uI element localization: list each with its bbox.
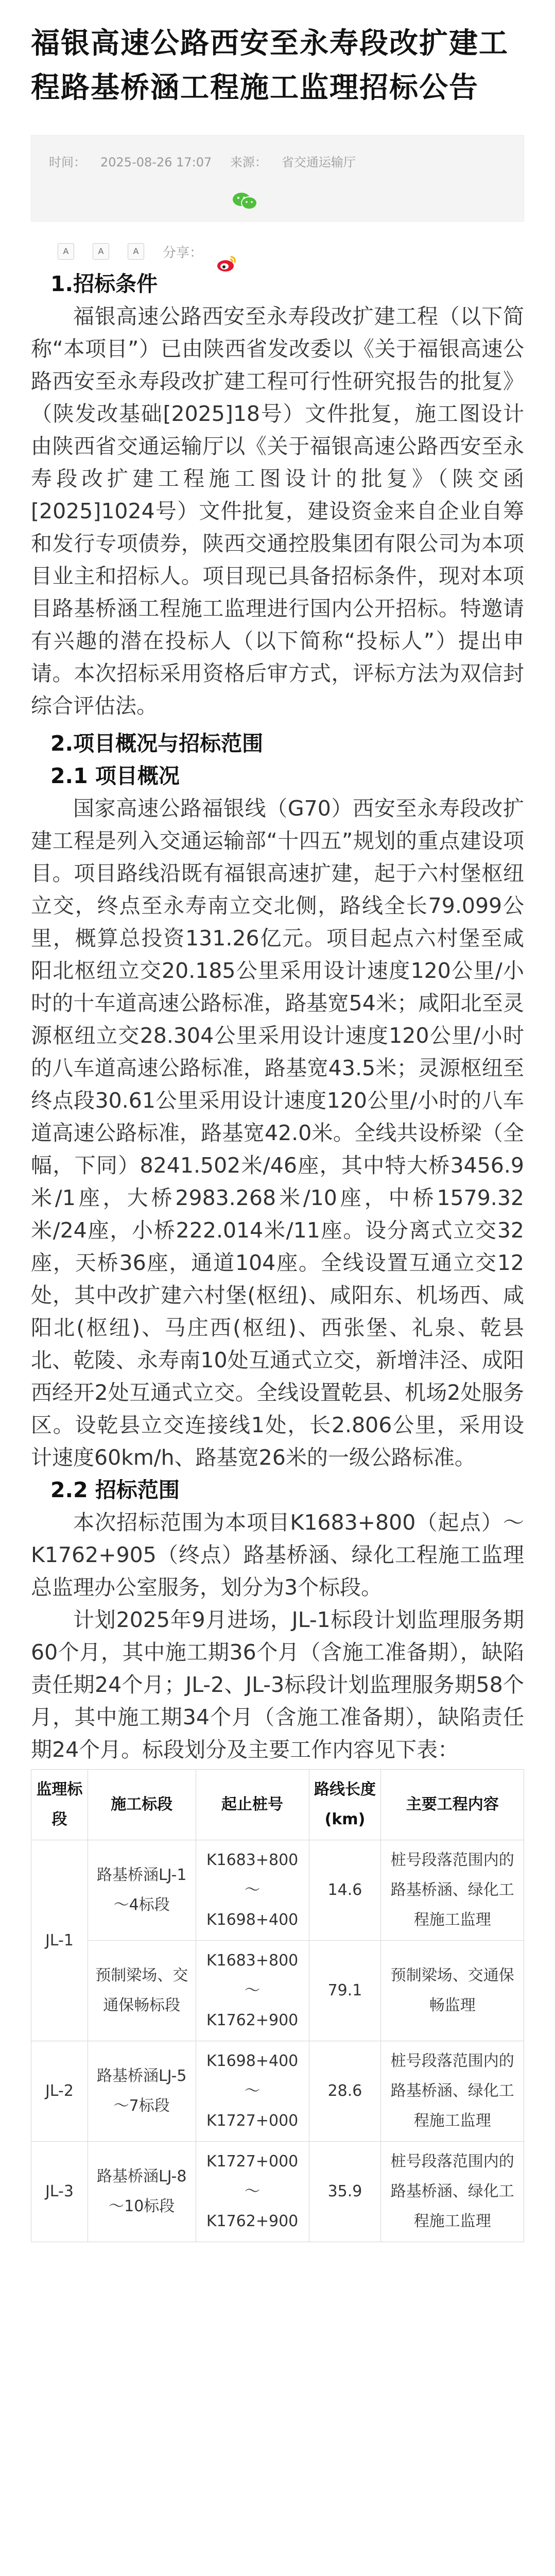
cell-jl: JL-3 bbox=[31, 2142, 88, 2242]
cell-seg: 预制梁场、交通保畅标段 bbox=[88, 1941, 196, 2041]
font-size-medium-button[interactable]: A bbox=[93, 243, 109, 260]
cell-jl: JL-1 bbox=[31, 1840, 88, 2041]
cell-pile: K1698+400～K1727+000 bbox=[196, 2041, 309, 2142]
cell-content: 桩号段落范围内的路基桥涵、绿化工程施工监理 bbox=[381, 2041, 524, 2142]
wechat-icon[interactable] bbox=[232, 192, 258, 210]
header-jl: 监理标段 bbox=[31, 1770, 88, 1840]
cell-seg: 路基桥涵LJ-8～10标段 bbox=[88, 2142, 196, 2242]
cell-length: 28.6 bbox=[309, 2041, 381, 2142]
article-title: 福银高速公路西安至永寿段改扩建工程路基桥涵工程施工监理招标公告 bbox=[31, 27, 509, 105]
share-label: 分享： bbox=[163, 245, 203, 261]
bid-section-table bbox=[31, 1769, 524, 2242]
cell-content: 桩号段落范围内的路基桥涵、绿化工程施工监理 bbox=[381, 1840, 524, 1941]
cell-jl: JL-2 bbox=[31, 2041, 88, 2142]
meta-line bbox=[49, 152, 370, 170]
table-row bbox=[31, 1941, 524, 2041]
cell-length: 14.6 bbox=[309, 1840, 381, 1941]
cell-pile: K1683+800～K1762+900 bbox=[196, 1941, 309, 2041]
table-header-row bbox=[31, 1770, 524, 1840]
section-2-2-paragraph-1: 本次招标范围为本项目K1683+800（起点）～K1762+905（终点）路基桥涵、绿化工程施工监理总监理办公室服务，划分为3个标段。 bbox=[31, 1510, 524, 1600]
section-1-paragraph: 福银高速公路西安至永寿段改扩建工程（以下简称“本项目”）已由陕西省发改委以《关于福银高速公路西安至永寿段改扩建工程可行性研究报告的批复》（陕发改基础[2025]18号）文件批复，施工图设计由陕西省交通运输厅以《关于福银高速公路西安至永寿段改扩建工程施工图设计的批复》（陕交函[2025]1024号）文件批复，建设资金来自企业自筹和发行专项债券，陕西交通控股集团有限公司为本项目业主和招标人。项目现已具备招标条件，现对本项目路基桥涵工程施工监理进行国内公开招标。特邀请有兴趣的潜在投标人（以下简称“投标人”）提出申请。本次招标采用资格后审方式，评标方法为双信封综合评估法。 bbox=[31, 304, 524, 718]
header-pile: 起止桩号 bbox=[196, 1770, 309, 1840]
header-content: 主要工程内容 bbox=[381, 1770, 524, 1840]
section-2-2-paragraph-2: 计划2025年9月进场，JL-1标段计划监理服务期60个月，其中施工期36个月（含施工准备期），缺陷责任期24个月；JL-2、JL-3标段计划监理服务期58个月，其中施工期34个月（含施工准备期），缺陷责任期24个月。标段划分及主要工作内容见下表： bbox=[31, 1607, 524, 1762]
weibo-icon[interactable] bbox=[216, 253, 237, 273]
source-label: 来源： 省交通运输厅 bbox=[230, 155, 356, 170]
font-size-large-button[interactable]: A bbox=[128, 243, 144, 260]
cell-length: 79.1 bbox=[309, 1941, 381, 2041]
header-seg: 施工标段 bbox=[88, 1770, 196, 1840]
section-2-title: 2.项目概况与招标范围 bbox=[50, 731, 264, 756]
table-row bbox=[31, 1840, 524, 1941]
meta-box bbox=[31, 135, 524, 222]
section-1-title: 1.招标条件 bbox=[50, 272, 158, 296]
section-2-2-title: 2.2 招标范围 bbox=[50, 1478, 180, 1502]
toolbar-row bbox=[31, 239, 524, 268]
cell-length: 35.9 bbox=[309, 2142, 381, 2242]
table-row bbox=[31, 2041, 524, 2142]
header-length: 路线长度(km) bbox=[309, 1770, 381, 1840]
table-row bbox=[31, 2142, 524, 2242]
cell-seg: 路基桥涵LJ-5～7标段 bbox=[88, 2041, 196, 2142]
cell-pile: K1727+000～K1762+900 bbox=[196, 2142, 309, 2242]
cell-content: 预制梁场、交通保畅监理 bbox=[381, 1941, 524, 2041]
wechat-row bbox=[31, 192, 524, 212]
cell-seg: 路基桥涵LJ-1～4标段 bbox=[88, 1840, 196, 1941]
time-label: 时间： 2025-08-26 17:07 bbox=[49, 155, 212, 170]
article-body bbox=[31, 268, 524, 2242]
section-2-1-paragraph: 国家高速公路福银线（G70）西安至永寿段改扩建工程是列入交通运输部“十四五”规划的重点建设项目。项目路线沿既有福银高速扩建，起于六村堡枢纽立交，终点至永寿南立交北侧，路线全长79.099公里，概算总投资131.26亿元。项目起点六村堡至咸阳北枢纽立交20.185公里采用设计速度120公里/小时的十车道高速公路标准，路基宽54米；咸阳北至灵源枢纽立交28.304公里采用设计速度120公里/小时的八车道高速公路标准，路基宽43.5米；灵源枢纽至终点段30.61公里采用设计速度120公里/小时的八车道高速公路标准，路基宽42.0米。全线共设桥梁（全幅，下同）8241.502米/46座，其中特大桥3456.9米/1座，大桥2983.268米/10座，中桥1579.32米/24座，小桥222.014米/11座。设分离式立交32座，天桥36座，通道104座。全线设置互通立交12处，其中改扩建六村堡(枢纽)、咸阳东、机场西、咸阳北(枢纽)、马庄西(枢纽)、西张堡、礼泉、乾县北、乾陵、永寿南10处互通式立交，新增沣泾、成阳西经开2处互通式立交。全线设置乾县、机场2处服务区。设乾县立交连接线1处，长2.806公里，采用设计速度60km/h、路基宽26米的一级公路标准。 bbox=[31, 796, 524, 1470]
font-size-small-button[interactable]: A bbox=[58, 243, 74, 260]
cell-pile: K1683+800～K1698+400 bbox=[196, 1840, 309, 1941]
section-2-1-title: 2.1 项目概况 bbox=[50, 764, 180, 788]
cell-content: 桩号段落范围内的路基桥涵、绿化工程施工监理 bbox=[381, 2142, 524, 2242]
